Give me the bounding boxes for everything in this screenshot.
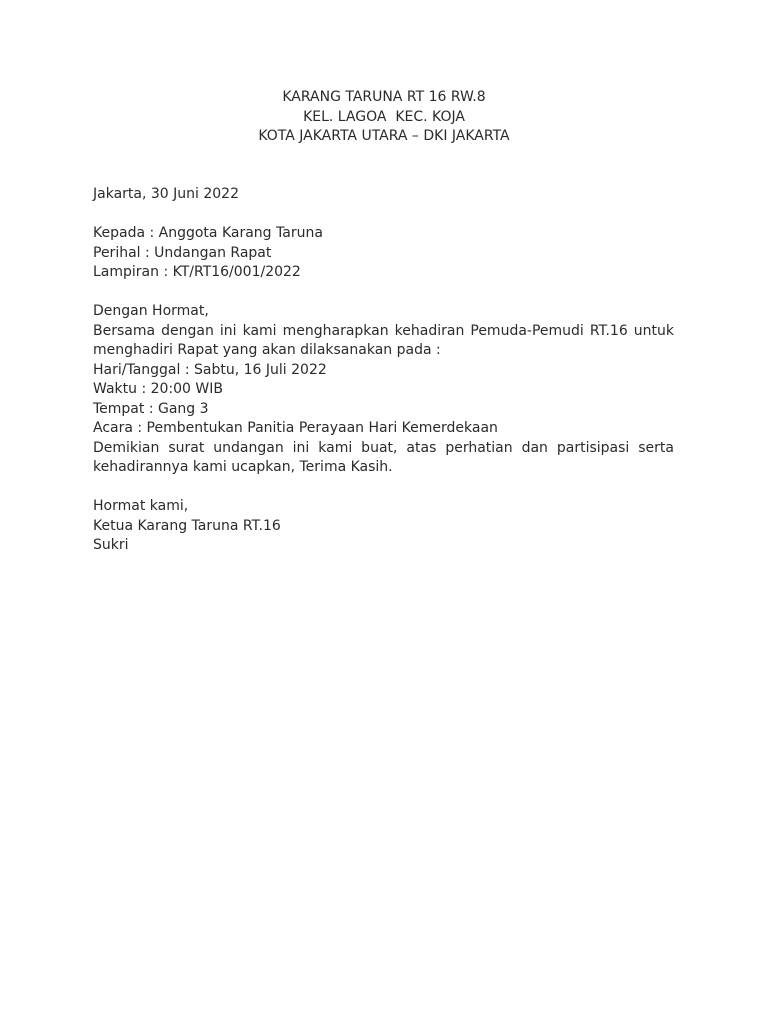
organization-district: KEL. LAGOA KEC. KOJA: [303, 108, 465, 125]
subject-line: Perihal : Undangan Rapat: [93, 244, 272, 261]
sign-off: Hormat kami,: [93, 498, 189, 514]
meeting-date-line: Hari/Tanggal : Sabtu, 16 Juli 2022: [93, 361, 327, 378]
recipient-line: Kepada : Anggota Karang Taruna: [93, 225, 323, 241]
organization-name: KARANG TARUNA RT 16 RW.8: [282, 89, 486, 105]
meeting-agenda-line: Acara : Pembentukan Panitia Perayaan Hari Kemerdekaan: [93, 420, 498, 436]
letter-date: Jakarta, 30 Juni 2022: [93, 186, 239, 202]
organization-city: KOTA JAKARTA UTARA – DKI JAKARTA: [258, 128, 510, 144]
intro-paragraph: Bersama dengan ini kami mengharapkan kehadiran Pemuda-Pemudi RT.16 untuk menghadiri Rapat yang akan dilaksanakan pada :: [93, 322, 679, 358]
spacer: [93, 205, 674, 225]
spacer: [93, 283, 674, 303]
spacer: [93, 478, 674, 498]
letterhead: [0, 88, 768, 147]
signer-name: Sukri: [93, 537, 129, 553]
meeting-time-line: Waktu : 20:00 WIB: [93, 381, 223, 397]
signer-title: Ketua Karang Taruna RT.16: [93, 517, 281, 534]
letter-body: [93, 185, 679, 556]
attachment-line: Lampiran : KT/RT16/001/2022: [93, 264, 301, 280]
meeting-place-line: Tempat : Gang 3: [93, 400, 209, 417]
salutation: Dengan Hormat,: [93, 303, 209, 319]
closing-paragraph: Demikian surat undangan ini kami buat, atas perhatian dan partisipasi serta kehadirannya kami ucapkan, Terima Kasih.: [93, 439, 679, 475]
